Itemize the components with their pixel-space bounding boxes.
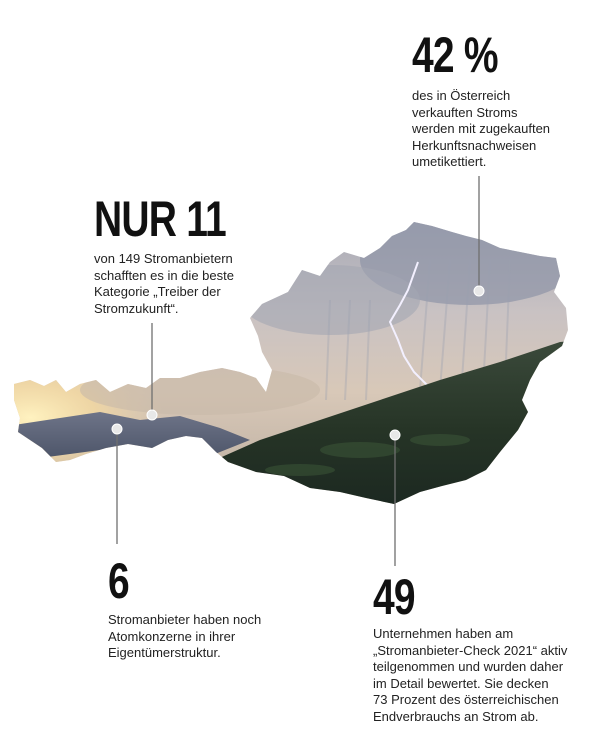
desc-line: 73 Prozent des österreichischen <box>373 692 559 707</box>
stat-description <box>94 251 263 317</box>
stat-description <box>412 88 550 171</box>
desc-line: Herkunftsnachweisen <box>412 137 537 153</box>
desc-line: Unternehmen haben am <box>373 626 514 641</box>
marker-49-dot <box>390 430 400 440</box>
desc-line: im Detail bewertet. Sie decken <box>373 675 549 691</box>
stat-number: 49 <box>373 569 415 625</box>
desc-line: schafften es in die beste <box>94 267 234 283</box>
desc-line: Stromzukunft“. <box>94 300 179 316</box>
stat-number: NUR 11 <box>94 191 226 247</box>
stat-42-percent <box>412 27 551 171</box>
desc-line: von 149 Stromanbietern <box>94 251 233 266</box>
stat-49 <box>373 569 568 725</box>
stat-number: 6 <box>108 553 129 609</box>
desc-line: des in Österreich <box>412 88 511 103</box>
marker-42-dot <box>474 286 484 296</box>
desc-line: Stromanbieter haben noch <box>108 612 262 627</box>
marker-11-dot <box>147 410 157 420</box>
desc-line: „Stromanbieter-Check 2021“ aktiv <box>373 642 568 658</box>
stat-nur-11 <box>94 191 263 317</box>
desc-line: Endverbrauchs an Strom ab. <box>373 708 539 724</box>
desc-line: verkauften Stroms <box>412 104 518 120</box>
desc-line: Eigentümerstruktur. <box>108 645 221 660</box>
desc-line: werden mit zugekauften <box>412 121 551 136</box>
desc-line: Atomkonzerne in ihrer <box>108 628 236 644</box>
marker-6-dot <box>112 424 122 434</box>
stat-description <box>373 626 567 725</box>
stat-6 <box>108 553 262 662</box>
stat-description <box>108 612 261 662</box>
desc-line: Kategorie „Treiber der <box>94 284 221 299</box>
desc-line: teilgenommen und wurden daher <box>373 659 564 674</box>
desc-line: umetikettiert. <box>412 154 487 169</box>
stat-number: 42 % <box>412 27 498 83</box>
